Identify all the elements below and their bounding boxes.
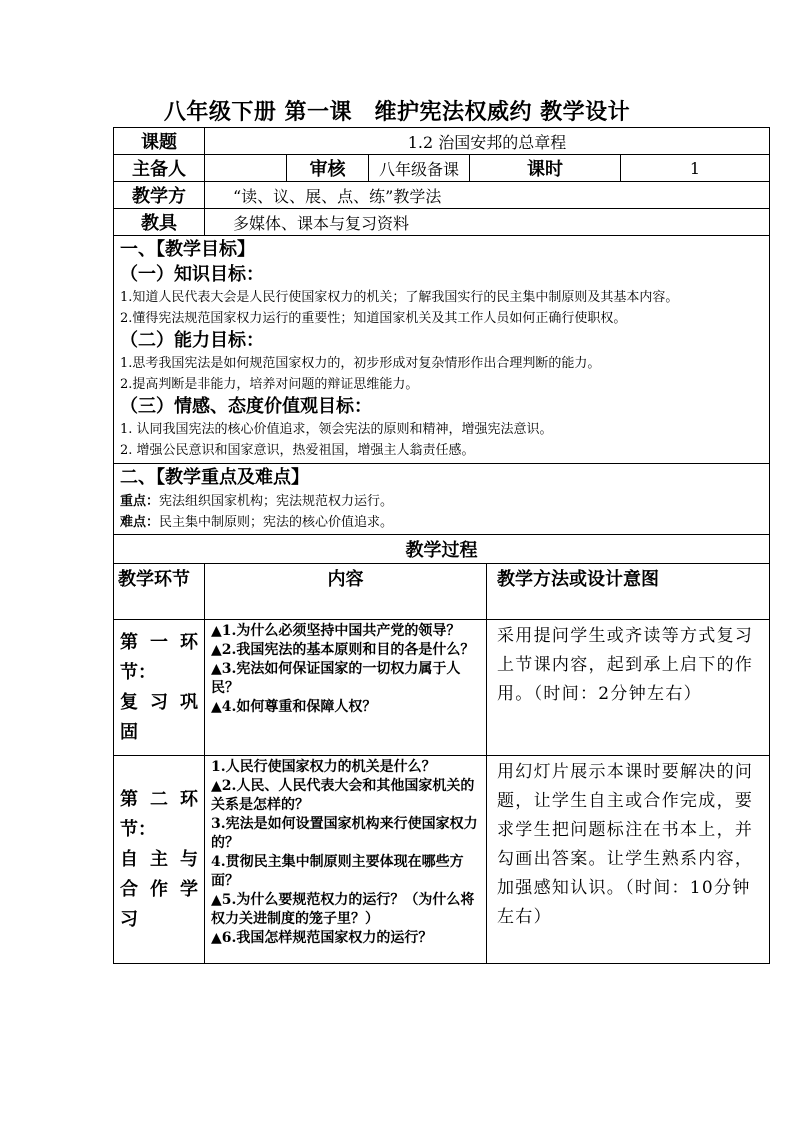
question-item: ▲6.我国怎样规范国家权力的运行？ (211, 930, 433, 946)
tools-label: 教具 (114, 209, 205, 236)
question-item: 4.贯彻民主集中制原则主要体现在哪些方面？ (211, 854, 464, 889)
keypoints-heading: 二、【教学重点及难点】 (120, 467, 309, 488)
question-item: ▲3.宪法如何保证国家的一切权力属于人民？ (211, 661, 461, 696)
reviewer-label: 审核 (287, 155, 369, 182)
topic-label: 课题 (114, 128, 205, 155)
document-title: 八年级下册 第一课 维护宪法权威约 教学设计 (163, 99, 631, 125)
objectives-row (114, 236, 770, 464)
objectives-heading: 一、【教学目标】 (120, 239, 255, 260)
periods-value: 1 (621, 155, 770, 182)
process-header-row (114, 564, 770, 620)
content-cell (205, 620, 487, 756)
difficulty-label: 难点： (120, 515, 160, 530)
keypoints-row (114, 464, 770, 535)
stage-column-header (114, 564, 205, 620)
method-cell: 采用提问学生或齐读等方式复习上节课内容，起到承上启下的作用。（时间：2分钟左右） (487, 620, 770, 756)
ability-heading: （二）能力目标： (120, 330, 264, 351)
process-row-review (114, 620, 770, 756)
emotion-item: 2. 增强公民意识和国家意识，热爱祖国，增强主人翁责任感。 (120, 443, 475, 458)
content-cell (205, 756, 487, 964)
reviewer-value: 八年级备课 (369, 155, 470, 182)
stage-cell: 第二环 节： 自主与 合作学 习 (114, 756, 205, 964)
method-row (114, 182, 770, 209)
periods-label: 课时 (470, 155, 621, 182)
content-column-header: 内容 (205, 564, 487, 620)
preparer-row (114, 155, 770, 182)
focus-text: 宪法组织国家机构；宪法规范权力运行。 (159, 494, 394, 509)
ability-item: 1.思考我国宪法是如何规范国家权力的，初步形成对复杂情形作出合理判断的能力。 (120, 356, 601, 371)
process-title: 教学过程 (114, 535, 770, 564)
question-item: ▲5.为什么要规范权力的运行？（为什么将权力关进制度的笼子里？） (211, 892, 475, 927)
question-item: ▲1.为什么必须坚持中国共产党的领导？ (211, 623, 461, 639)
ability-item: 2.提高判断是非能力，培养对问题的辩证思维能力。 (120, 377, 419, 392)
method-cell: 用幻灯片展示本课时要解决的问题，让学生自主或合作完成，要求学生把问题标注在书本上，并勾画出答案。让学生熟系内容，加强感知认识。（时间：10分钟左右） (487, 756, 770, 964)
emotion-heading: （三）情感、态度价值观目标： (120, 396, 372, 417)
process-row-self-study (114, 756, 770, 964)
stage-cell: 第一环 节： 复习巩 固 (114, 620, 205, 756)
method-value: “读、议、展、点、练”教学法 (205, 182, 770, 209)
knowledge-item: 1.知道人民代表大会是人民行使国家权力的机关；了解我国实行的民主集中制原则及其基本内容。 (120, 290, 679, 305)
focus-label: 重点： (120, 494, 160, 509)
difficulty-text: 民主集中制原则；宪法的核心价值追求。 (159, 515, 394, 530)
topic-value: 1.2 治国安邦的总章程 (205, 128, 770, 155)
question-item: ▲2.人民、人民代表大会和其他国家机关的关系是怎样的？ (211, 778, 475, 813)
question-item: ▲4.如何尊重和保障人权？ (211, 699, 377, 715)
question-item: 3.宪法是如何设置国家机构来行使国家权力的？ (211, 816, 478, 851)
tools-row (114, 209, 770, 236)
preparer-value (205, 155, 287, 182)
objectives-cell (114, 236, 770, 464)
knowledge-heading: （一）知识目标： (120, 264, 264, 285)
keypoints-cell (114, 464, 770, 535)
process-title-row (114, 535, 770, 564)
topic-row (114, 128, 770, 155)
stage-header-text: 教学环节 (118, 569, 190, 590)
preparer-label: 主备人 (114, 155, 205, 182)
question-item: ▲2.我国宪法的基本原则和目的各是什么？ (211, 642, 475, 658)
tools-value: 多媒体、课本与复习资料 (205, 209, 770, 236)
method-column-header: 教学方法或设计意图 (487, 564, 770, 620)
lesson-plan-table (113, 127, 770, 964)
method-label: 教学方 (114, 182, 205, 209)
emotion-item: 1. 认同我国宪法的核心价值追求，领会宪法的原则和精神，增强宪法意识。 (120, 422, 553, 437)
question-item: 1.人民行使国家权力的机关是什么？ (211, 759, 436, 775)
knowledge-item: 2.懂得宪法规范国家权力运行的重要性；知道国家机关及其工作人员如何正确行使职权。 (120, 311, 627, 326)
